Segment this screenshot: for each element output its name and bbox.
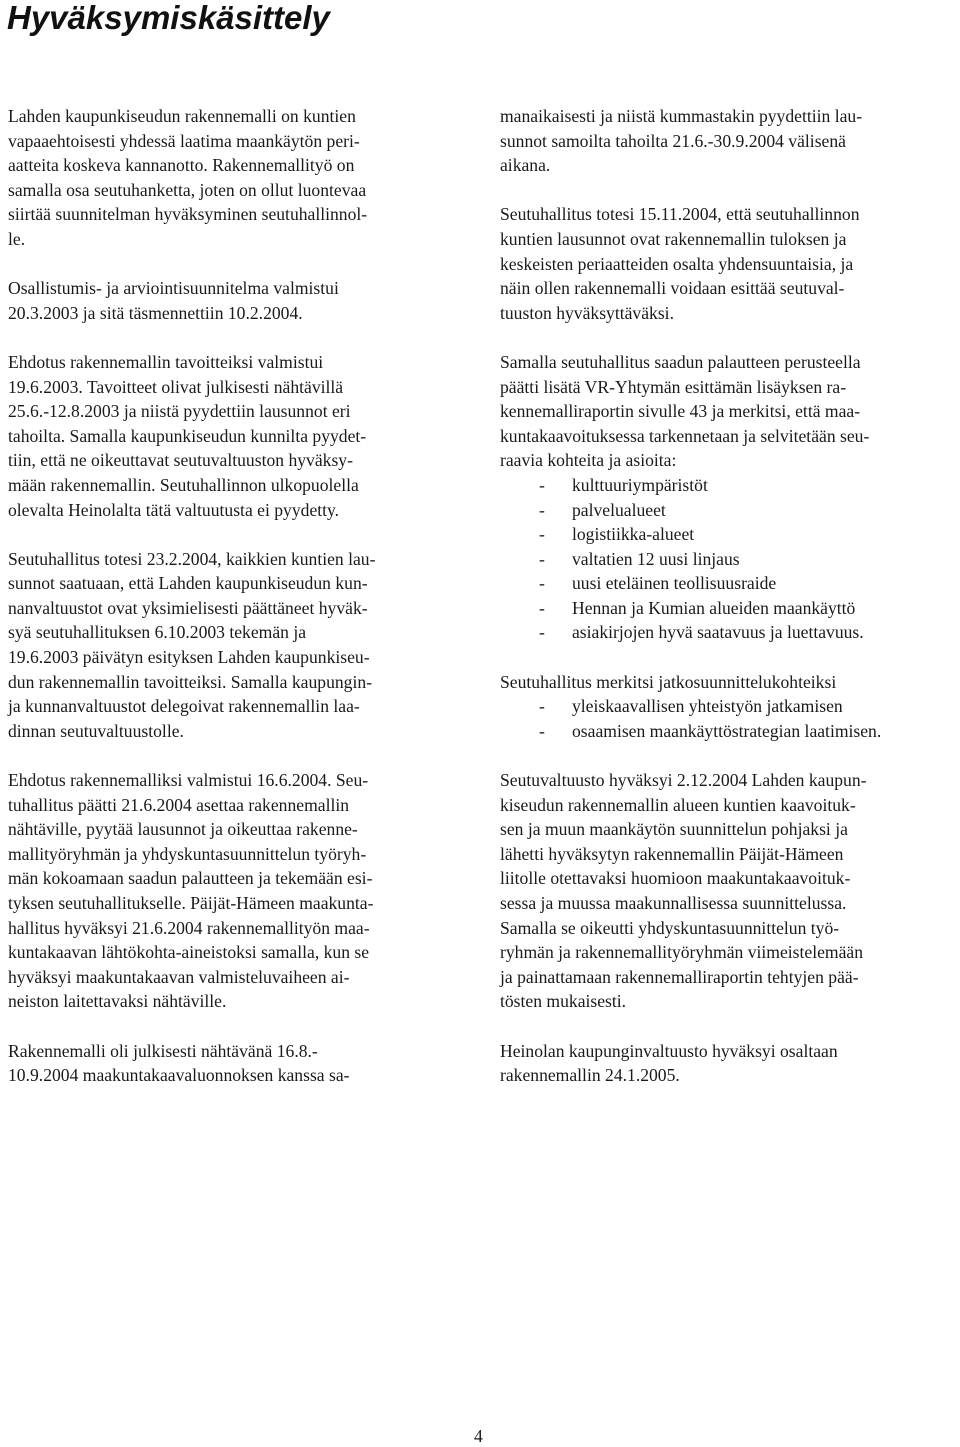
list-item-text: kulttuuriympäristöt — [572, 474, 708, 495]
list-dash: - — [539, 573, 545, 594]
list-item-text: uusi eteläinen teollisuusraide — [572, 573, 777, 594]
list-item — [500, 547, 960, 572]
list-item — [500, 473, 960, 498]
list-dash: - — [539, 524, 545, 545]
list-item-text: yleiskaavallisen yhteistyön jatkamisen — [572, 696, 843, 717]
list-item-text: Hennan ja Kumian alueiden maankäyttö — [572, 597, 856, 618]
list-item-text: valtatien 12 uusi linjaus — [572, 548, 740, 569]
list-item — [500, 498, 960, 523]
list-item — [500, 620, 960, 645]
list-dash: - — [539, 720, 545, 741]
list-dash: - — [539, 499, 545, 520]
list-item-text: asiakirjojen hyvä saatavuus ja luettavuus. — [572, 622, 864, 643]
list-dash: - — [539, 696, 545, 717]
paragraph-model-proposal: Ehdotus rakennemalliksi valmistui 16.6.2004. Seu- tuhallitus päätti 21.6.2004 asettaa rakennemallin nähtäville, pyytää lausunnot ja oikeuttaa rakenne- mallityöryhmän ja yhdyskuntasuunnittelun työryh- män kokoamaan saadun palautteen ja tekemään esi- tyksen seutuhallitukselle. Päijät-Hämeen maakunta- hallitus hyväksyi 21.6.2004 rakennemallityön maa- kuntakaavan lähtökohta-aineistoksi samalla, kun se hyväksyi maakuntakaavan valmisteluvaiheen ai- neiston laitettavaksi nähtäville. — [8, 770, 374, 1012]
left-column — [8, 104, 468, 1088]
paragraph-board-statement-2004-02: Seutuhallitus totesi 23.2.2004, kaikkien kuntien lau- sunnot saatuaan, että Lahden kaupunkiseudun kun- nanvaltuustot ovat yksimielisesti päättäneet hyväk- syä seutuhallituksen 6.10.2003 tekemän ja 19.6.2003 päivätyn esityksen Lahden kaupunkiseu- dun rakennemallin tavoitteiksi. Samalla kaupungin- ja kunnanvaltuustot delegoivat rakennemallin laa- dinnan seutuvaltuustolle. — [8, 548, 376, 741]
list-dash: - — [539, 474, 545, 495]
list-dash: - — [539, 622, 545, 643]
assessment-intro: Samalla seutuhallitus saadun palautteen perusteella päätti lisätä VR-Yhtymän esittämän lisäyksen ra- kennemalliraportin sivulle 43 ja merkitsi, että maa- kuntakaavoituksessa tarkennetaan ja selvitetään seu- raavia kohteita ja asioita: — [500, 351, 870, 471]
list-dash: - — [539, 548, 545, 569]
followup-intro: Seutuhallitus merkitsi jatkosuunnittelukohteiksi — [500, 671, 837, 692]
paragraph-continuation: manaikaisesti ja niistä kummastakin pyydettiin lau- sunnot samoilta tahoilta 21.6.-30.9.2004 välisenä aikana. — [500, 106, 863, 176]
paragraph-board-statement-2004-11: Seutuhallitus totesi 15.11.2004, että seutuhallinnon kuntien lausunnot ovat rakennemallin tuloksen ja keskeisten periaatteiden osalta yhdensuuntaisia, ja näin ollen rakennemalli voidaan esittää seutuval- tuuston hyväksyttäväksi. — [500, 204, 860, 323]
list-item — [500, 694, 960, 719]
paragraph-objectives-proposal: Ehdotus rakennemallin tavoitteiksi valmistui 19.6.2003. Tavoitteet olivat julkisesti nähtävillä 25.6.-12.8.2003 ja niistä pyydettiin lausunnot eri tahoilta. Samalla kaupunkiseudun kunnilta pyydet- tiin, että ne oikeuttavat seutuvaltuuston hyväksy- mään rakennemallin. Seutuhallinnon ulkopuolella olevalta Heinolalta tätä valtuutusta ei pyydetty. — [8, 351, 367, 520]
paragraph-heinola-approval: Heinolan kaupunginvaltuusto hyväksyi osaltaan rakennemallin 24.1.2005. — [500, 1040, 838, 1086]
page-title: Hyväksymiskäsittely — [7, 0, 330, 36]
list-item — [500, 596, 960, 621]
right-column — [500, 104, 960, 1088]
list-item — [500, 571, 960, 596]
assessment-list — [500, 473, 960, 645]
paragraph-intro: Lahden kaupunkiseudun rakennemalli on kuntien vapaaehtoisesti yhdessä laatima maankäytön peri- aatteita koskeva kannanotto. Rakennemallityö on samalla osa seutuhanketta, joten on ollut luontevaa siirtää suunnitelman hyväksyminen seutuhallinnol- le. — [8, 106, 368, 249]
list-item-text: osaamisen maankäyttöstrategian laatimisen. — [572, 720, 882, 741]
list-item-text: logistiikka-alueet — [572, 524, 695, 545]
list-item — [500, 522, 960, 547]
list-dash: - — [539, 597, 545, 618]
paragraph-participation-plan: Osallistumis- ja arviointisuunnitelma valmistui 20.3.2003 ja sitä täsmennettiin 10.2.2004. — [8, 278, 339, 323]
list-item-text: palvelualueet — [572, 499, 666, 520]
page-number: 4 — [474, 1426, 483, 1446]
paragraph-council-approval: Seutuvaltuusto hyväksyi 2.12.2004 Lahden kaupun- kiseudun rakennemallin alueen kuntien kaavoituk- sen ja muun maankäytön suunnittelun pohjaksi ja lähetti hyväksytyn rakennemallin Päijät-Hämeen liitolle otettavaksi huomioon maakuntakaavoituk- sessa ja muussa maakunnallisessa suunnittelussa. Samalla se oikeutti yhdyskuntasuunnittelun työ- ryhmän ja rakennemallityöryhmän viimeistelemään ja painattamaan rakennemalliraportin tehtyjen pää- tösten mukaisesti. — [500, 770, 867, 1012]
followup-list — [500, 694, 960, 743]
list-item — [500, 719, 960, 744]
paragraph-public-display: Rakennemalli oli julkisesti nähtävänä 16.8.- 10.9.2004 maakuntakaavaluonnoksen kanssa sa- — [8, 1040, 350, 1086]
